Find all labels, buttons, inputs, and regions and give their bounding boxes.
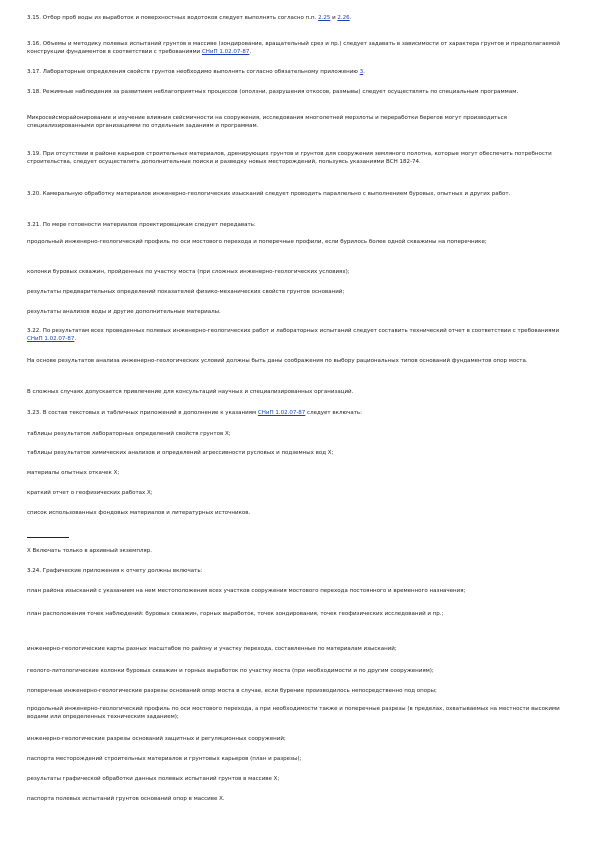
paragraph-text: результаты предварительных определений показателей физико-механических свойств грунтов оснований;	[27, 289, 345, 295]
paragraph-text: таблицы результатов химических анализов и определений агрессивности русловых и подземных вод X;	[27, 450, 334, 456]
paragraph-text: X Включать только в архивный экземпляр.	[27, 548, 152, 554]
paragraph	[27, 40, 573, 56]
paragraph	[27, 645, 573, 653]
paragraph-text: инженерно-геологические карты разных масштабов по району и участку перехода, составленные по материалам изысканий;	[27, 646, 397, 652]
paragraph	[27, 687, 573, 695]
paragraph-text: геолого-литологические колонки буровых скважин и горных выработок по участку моста (при необходимости и по другим сооружениям);	[27, 668, 434, 674]
paragraph	[27, 469, 573, 477]
paragraph-text: следует включать:	[305, 410, 363, 416]
paragraph-text: Микросейсморайонирование и изучение влияния сейсмичности на сооружения, исследования многолетней мерзлоты и переработки берегов могут производиться специализированными организациями по отдельным заданиям и программам.	[27, 115, 507, 129]
reference-link[interactable]: 2.25	[318, 15, 331, 21]
paragraph	[27, 755, 573, 763]
paragraph	[27, 357, 573, 365]
paragraph	[27, 288, 573, 296]
paragraph	[27, 327, 573, 343]
paragraph	[27, 775, 573, 783]
paragraph-text: На основе результатов анализа инженерно-геологических условий должны быть даны соображения по выбору рациональных типов оснований фундаментов опор моста.	[27, 358, 528, 364]
paragraph	[27, 114, 573, 130]
paragraph-text: .	[249, 49, 252, 55]
paragraph	[27, 509, 573, 517]
paragraph-text: результаты графической обработки данных полевых испытаний грунтов в массиве X;	[27, 776, 280, 782]
paragraph-text: таблицы результатов лабораторных определений свойств грунтов X;	[27, 431, 231, 437]
footnote-separator	[27, 537, 69, 538]
paragraph	[27, 68, 573, 76]
paragraph	[27, 610, 573, 618]
paragraph-text: продольный инженерно-геологический профиль по оси мостового перехода, а при необходимости также и поперечные разрезы (в пределах, охватываемых на местности высокими водами или определенных техническим заданием);	[27, 706, 560, 720]
paragraph-text: инженерно-геологические разрезы оснований защитных и регуляционных сооружений;	[27, 736, 286, 742]
paragraph	[27, 88, 573, 96]
paragraph	[27, 238, 573, 246]
reference-link[interactable]: СНиП 1.02.07-87	[257, 410, 306, 416]
reference-link[interactable]: 2.26	[337, 15, 350, 21]
paragraph	[27, 268, 573, 276]
paragraph-text: результаты анализов воды и другие дополнительные материалы.	[27, 309, 221, 315]
paragraph-text: план района изысканий с указанием на нем местоположения всех участков сооружения мостового перехода постоянного и временного назначения;	[27, 588, 466, 594]
paragraph-text: 3.18. Режимные наблюдения за развитием неблагоприятных процессов (оползни, разрушения откосов, размывы) следует осуществлять по специальным программам.	[27, 89, 519, 95]
paragraph	[27, 795, 573, 803]
paragraph-text: паспорта месторождений строительных материалов и грунтовых карьеров (план и разрезы);	[27, 756, 302, 762]
paragraph-text: 3.22. По результатам всех проведенных полевых инженерно-геологических работ и лабораторных испытаний следует составить технический отчет в соответствии с требованиями	[27, 328, 560, 334]
paragraph-text: и	[330, 15, 338, 21]
paragraph	[27, 587, 573, 595]
paragraph-text: 3.21. По мере готовности материалов проектировщикам следует передавать:	[27, 222, 256, 228]
paragraph	[27, 735, 573, 743]
paragraph-text: 3.15. Отбор проб воды из выработок и поверхностных водотоков следует выполнять согласно п.п.	[27, 15, 319, 21]
reference-link[interactable]: СНиП 1.02.07-87	[27, 336, 75, 342]
paragraph-text: .	[74, 336, 77, 342]
paragraph-text: .	[363, 69, 365, 75]
paragraph	[27, 388, 573, 396]
paragraph	[27, 150, 573, 166]
paragraph	[27, 430, 573, 438]
paragraph	[27, 221, 573, 229]
paragraph-text: продольный инженерно-геологический профиль по оси мостового перехода и поперечные профили, если бурилось более одной скважины на поперечнике;	[27, 239, 487, 245]
paragraph-text: 3.17. Лабораторные определения свойств грунтов необходимо выполнять согласно обязательному приложению	[27, 69, 360, 75]
paragraph-text: 3.24. Графические приложения к отчету должны включать:	[27, 568, 203, 574]
footnote	[27, 547, 573, 555]
paragraph-text: 3.23. В состав текстовых и табличных приложений в дополнение к указаниям	[27, 410, 258, 416]
paragraph	[27, 308, 573, 316]
paragraph	[27, 667, 573, 675]
paragraph-text: .	[349, 15, 352, 21]
reference-link[interactable]: 3	[359, 69, 364, 75]
paragraph-text: список использованных фондовых материалов и литературных источников.	[27, 510, 251, 516]
paragraph-text: В сложных случаях допускается привлечение для консультаций научных и специализированных организаций.	[27, 389, 354, 395]
paragraph-text: план расположения точек наблюдений: буровых скважин, горных выработок, точек зондирования, точек геофизических исследований и пр.;	[27, 611, 444, 617]
reference-link[interactable]: СНиП 1.02.07-87	[201, 49, 250, 55]
paragraph-text: 3.19. При отсутствии в районе карьеров строительных материалов, дренирующих грунтов и грунтов для сооружения земляного полотна, которые могут обеспечить потребности строительства, следует осуществлять дополнительные поиски и разведку новых месторождений, пользуясь указаниями ВСН 182-74.	[27, 151, 552, 165]
paragraph-text: материалы опытных откачек X;	[27, 470, 120, 476]
paragraph-text: паспорта полевых испытаний грунтов оснований опор в массиве X.	[27, 796, 225, 802]
paragraph	[27, 190, 573, 198]
paragraph	[27, 449, 573, 457]
paragraph-text: 3.20. Камеральную обработку материалов инженерно-геологических изысканий следует проводить параллельно с выполнением буровых, опытных и других работ.	[27, 191, 511, 197]
paragraph	[27, 489, 573, 497]
paragraph	[27, 567, 573, 575]
paragraph-text: колонки буровых скважин, пройденных по участку моста (при сложных инженерно-геологических условиях);	[27, 269, 350, 275]
paragraph	[27, 409, 573, 417]
paragraph-text: поперечные инженерно-геологические разрезы оснований опор моста в случае, если бурение производилось непосредственно под опоры;	[27, 688, 437, 694]
paragraph	[27, 14, 573, 22]
paragraph	[27, 705, 573, 721]
paragraph-text: краткий отчет о геофизических работах X;	[27, 490, 153, 496]
paragraph-text: 3.16. Объемы и методику полевых испытаний грунтов в массиве (зондирование, вращательный срез и пр.) следует задавать в зависимости от характера грунтов и предполагаемой конструкции фундаментов в соответствии с требованиями	[27, 41, 560, 55]
